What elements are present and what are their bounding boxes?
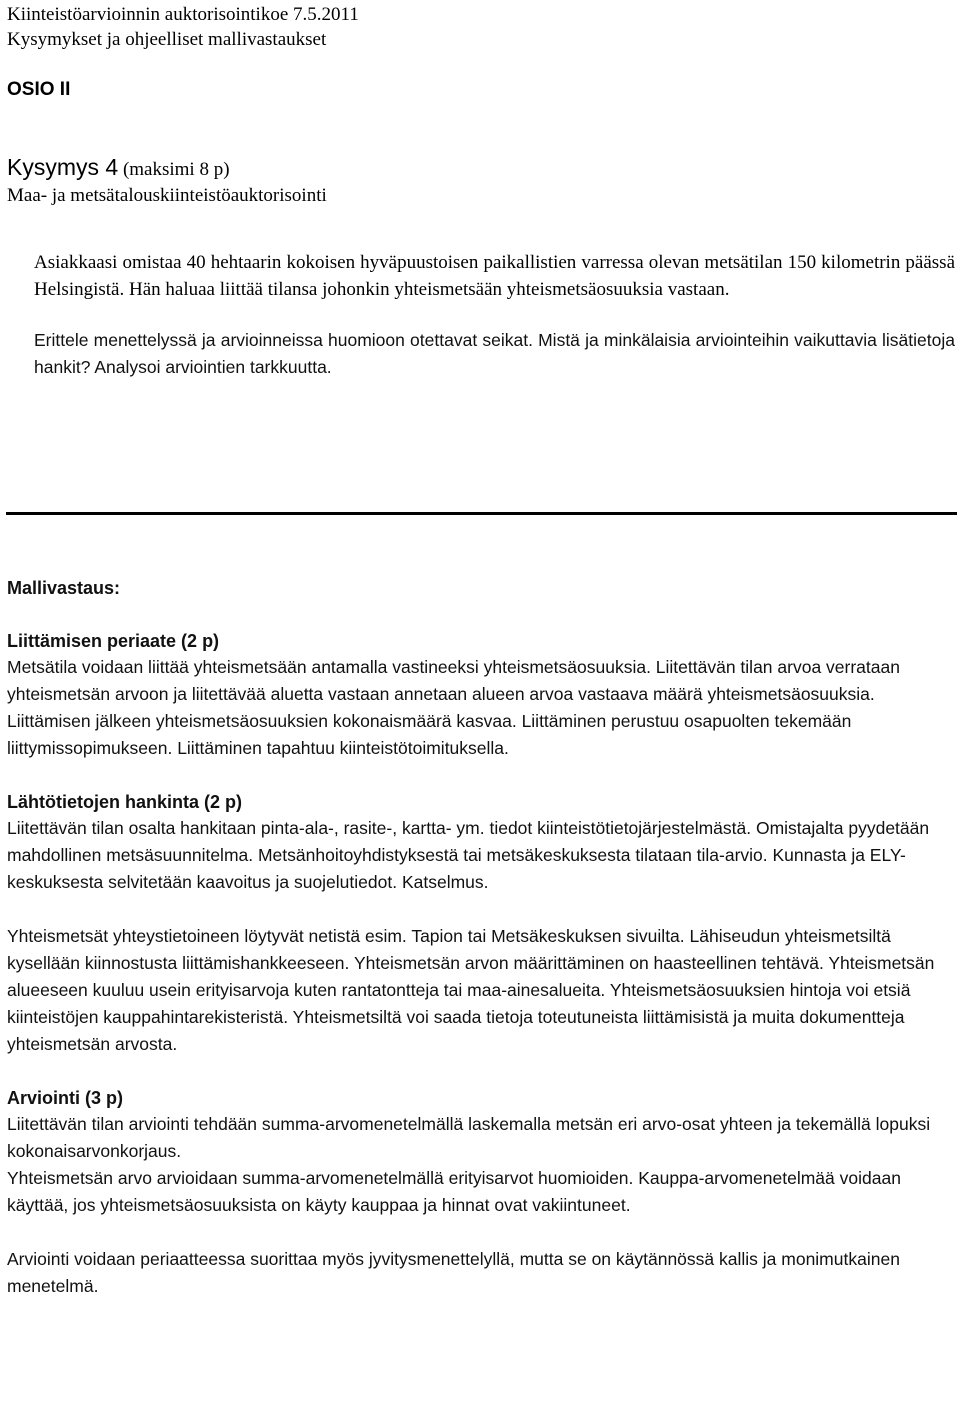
section-title: Lähtötietojen hankinta (2 p): [7, 792, 243, 812]
section-title: Liittämisen periaate (2 p): [7, 631, 220, 651]
question-text-1: Asiakkaasi omistaa 40 hehtaarin kokoisen hyväpuustoisen paikallistien varressa olevan metsätilan 150 kilometrin päässä Helsingistä. Hän haluaa liittää tilansa johonkin yhteismetsään yhteismetsäosuuksia vastaan.: [34, 252, 955, 300]
answer-section-principle: [7, 628, 955, 762]
document-header-subtitle: Kysymykset ja ohjeelliset mallivastaukset: [7, 29, 327, 50]
section-paragraph: Liitettävän tilan arviointi tehdään summa-arvomenetelmällä laskemalla metsän eri arvo-osat yhteen ja tekemällä lopuksi kokonaisarvonkorjaus.: [7, 1114, 931, 1161]
section-label: OSIO II: [7, 79, 71, 100]
model-answer-heading: Mallivastaus:: [7, 578, 121, 598]
section-paragraph: Yhteismetsät yhteystietoineen löytyvät netistä esim. Tapion tai Metsäkeskuksen sivuilta. Lähiseudun yhteismetsiltä kysellään kiinnostusta liittämishankkeeseen. Yhteismetsän arvon määrittäminen on haasteellinen tehtävä. Yhteismetsän alueeseen kuuluu usein erityisarvoja kuten rantatontteja tai maa-ainesalueita. Yhteismetsäosuuksien hintoja voi etsiä kiinteistöjen kauppahintarekisteristä. Yhteismetsiltä voi saada tietoja toteutuneista liittämisistä ja muita dokumentteja yhteismetsän arvosta.: [7, 926, 935, 1054]
answer-section-valuation: [7, 1085, 955, 1300]
section-paragraph: Liitettävän tilan osalta hankitaan pinta-ala-, rasite-, kartta- ym. tiedot kiinteistötietojärjestelmästä. Omistajalta pyydetään mahdollinen metsäsuunnitelma. Metsänhoitoyhdistyksestä tai metsäkeskuksesta tilataan tila-arvio. Kunnasta ja ELY-keskuksesta selvitetään kaavoitus ja suojelutiedot. Katselmus.: [7, 818, 930, 892]
question-title: [7, 154, 955, 183]
section-divider: [6, 512, 957, 515]
section-title: Arviointi (3 p): [7, 1088, 123, 1108]
model-answer: [7, 574, 955, 1300]
section-paragraph: Metsätila voidaan liittää yhteismetsään antamalla vastineeksi yhteismetsäosuuksia. Liitettävän tilan arvoa verrataan yhteismetsän arvoon ja liitettävää aluetta vastaan annetaan alueen arvoa vastaava määrä yhteismetsäosuuksia. Liittämisen jälkeen yhteismetsäosuuksien kokonaismäärä kasvaa. Liittäminen perustuu osapuolten tekemään liittymissopimukseen. Liittäminen tapahtuu kiinteistötoimituksella.: [7, 657, 900, 758]
section-paragraph: Yhteismetsän arvo arvioidaan summa-arvomenetelmällä erityisarvot huomioiden. Kauppa-arvomenetelmää voidaan käyttää, jos yhteismetsäosuuksista on käyty kauppaa ja hinnat ovat vakiintuneet.: [7, 1168, 901, 1215]
question-subtitle: Maa- ja metsätalouskiinteistöauktorisointi: [7, 185, 327, 206]
answer-section-source-data: [7, 789, 955, 1058]
question-points: (maksimi 8 p): [118, 159, 230, 180]
section-paragraph: Arviointi voidaan periaatteessa suorittaa myös jyvitysmenettelyllä, mutta se on käytännössä kallis ja monimutkainen menetelmä.: [7, 1249, 900, 1296]
document-page: [7, 0, 955, 381]
question-text-2: Erittele menettelyssä ja arvioinneissa huomioon otettavat seikat. Mistä ja minkälaisia arviointeihin vaikuttavia lisätietoja hankit? Analysoi arviointien tarkkuutta.: [34, 330, 955, 377]
question-number: Kysymys 4: [7, 154, 119, 180]
document-header-title: Kiinteistöarvioinnin auktorisointikoe 7.5.2011: [7, 4, 359, 25]
